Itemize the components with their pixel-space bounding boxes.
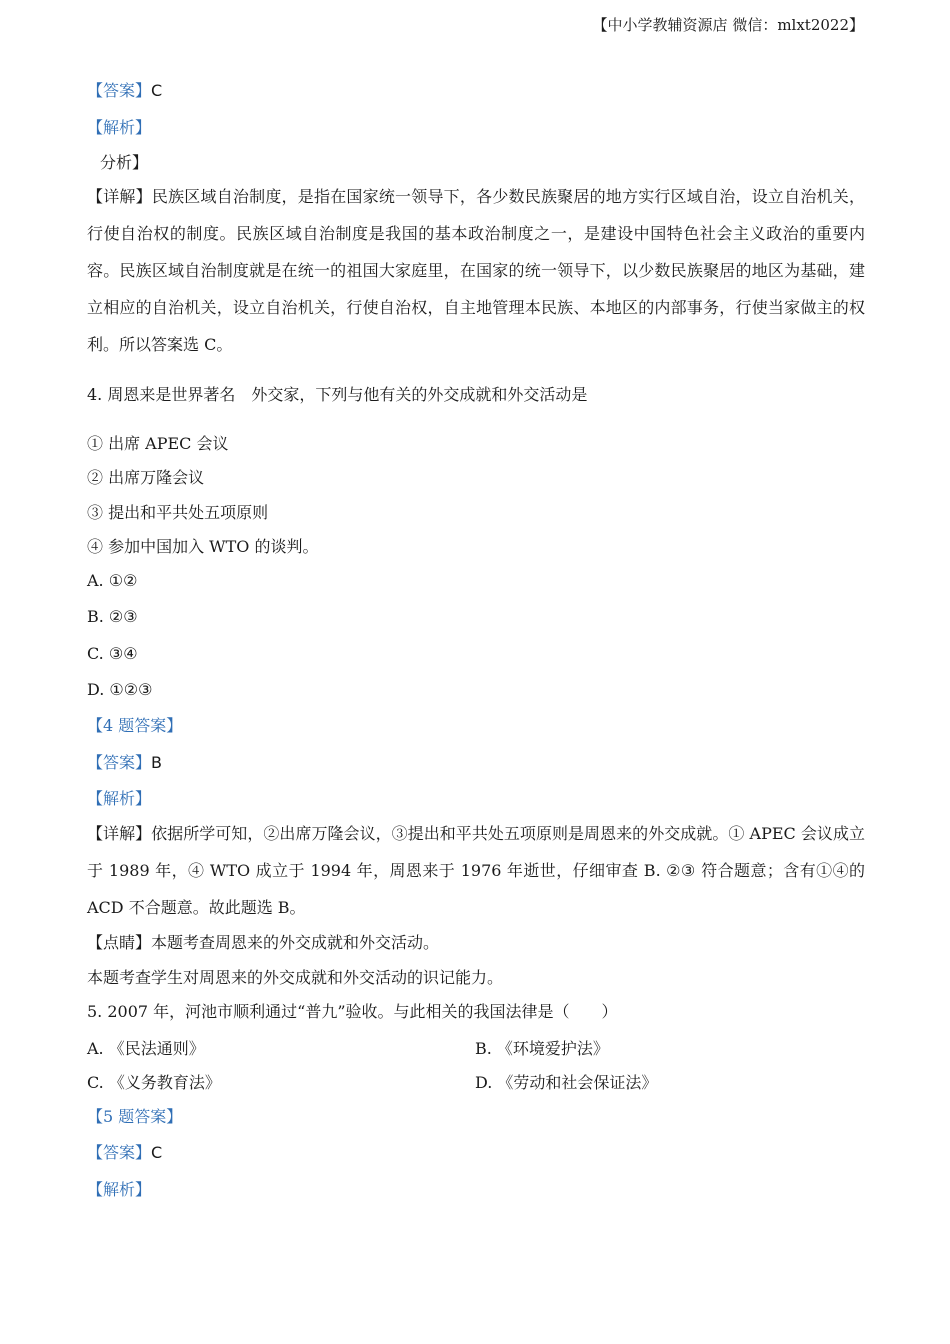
q4-question: 4. 周恩来是世界著名 外交家，下列与他有关的外交成就和外交活动是	[87, 385, 588, 404]
tip-text: 本题考查周恩来的外交成就和外交活动。	[151, 933, 440, 952]
q4-tip	[87, 932, 439, 954]
q5-option-d: D. 《劳动和社会保证法》	[475, 1073, 658, 1092]
q4-answer-line	[87, 752, 162, 774]
answer-value: C	[151, 1143, 163, 1162]
q5-analysis-tag: 【解析】	[87, 1180, 152, 1199]
answer-value: B	[151, 753, 162, 772]
q5-answer-line	[87, 1142, 162, 1164]
q4-item: ④ 参加中国加入 WTO 的谈判。	[87, 537, 319, 556]
q4-item: ② 出席万隆会议	[87, 468, 205, 487]
q4-option-c: C. ③④	[87, 644, 138, 663]
q4-analysis-tag: 【解析】	[87, 789, 152, 808]
q3-answer-line	[87, 80, 162, 102]
q4-detail	[87, 815, 865, 926]
q3-analysis-label: 分析】	[100, 153, 149, 172]
answer-tag: 【答案】	[87, 1143, 152, 1162]
q4-option-a: A. ①②	[87, 571, 138, 590]
q4-item: ③ 提出和平共处五项原则	[87, 503, 269, 522]
page-header: 【中小学教辅资源店 微信：mlxt2022】	[592, 16, 864, 34]
detail-tag: 【详解】	[87, 824, 152, 843]
q4-answer-header: 【4 题答案】	[87, 716, 183, 735]
answer-value: C	[151, 81, 163, 100]
detail-tag: 【详解】	[87, 187, 152, 206]
q5-option-b: B. 《环境爱护法》	[475, 1039, 609, 1058]
q5-answer-header: 【5 题答案】	[87, 1107, 183, 1126]
q4-option-b: B. ②③	[87, 607, 138, 626]
q5-option-c: C. 《义务教育法》	[87, 1073, 221, 1092]
q4-item: ① 出席 APEC 会议	[87, 434, 229, 453]
detail-text: 民族区域自治制度，是指在国家统一领导下，各少数民族聚居的地方实行区域自治，设立自治机关，行使自治权的制度。民族区域自治制度是我国的基本政治制度之一，是建设中国特色社会主义政治的重要内容。民族区域自治制度就是在统一的祖国大家庭里，在国家的统一领导下，以少数民族聚居的地区为基础，建立相应的自治机关，设立自治机关，行使自治权，自主地管理本民族、本地区的内部事务，行使当家做主的权利。所以答案选 C。	[87, 187, 865, 354]
q4-tip2: 本题考查学生对周恩来的外交成就和外交活动的识记能力。	[87, 968, 504, 987]
tip-tag: 【点睛】	[87, 933, 152, 952]
q4-option-d: D. ①②③	[87, 680, 153, 699]
q5-option-a: A. 《民法通则》	[87, 1039, 205, 1058]
detail-text: 依据所学可知，②出席万隆会议，③提出和平共处五项原则是周恩来的外交成就。① APEC 会议成立于 1989 年，④ WTO 成立于 1994 年，周恩来于 1976 年逝世，仔细审查 B. ②③ 符合题意；含有①④的 ACD 不合题意。故此题选 B。	[87, 824, 865, 917]
q3-analysis-tag: 【解析】	[87, 118, 152, 137]
answer-tag: 【答案】	[87, 81, 152, 100]
q3-detail	[87, 178, 865, 363]
q5-question: 5. 2007 年，河池市顺利通过“普九”验收。与此相关的我国法律是（ ）	[87, 1002, 618, 1021]
answer-tag: 【答案】	[87, 753, 152, 772]
